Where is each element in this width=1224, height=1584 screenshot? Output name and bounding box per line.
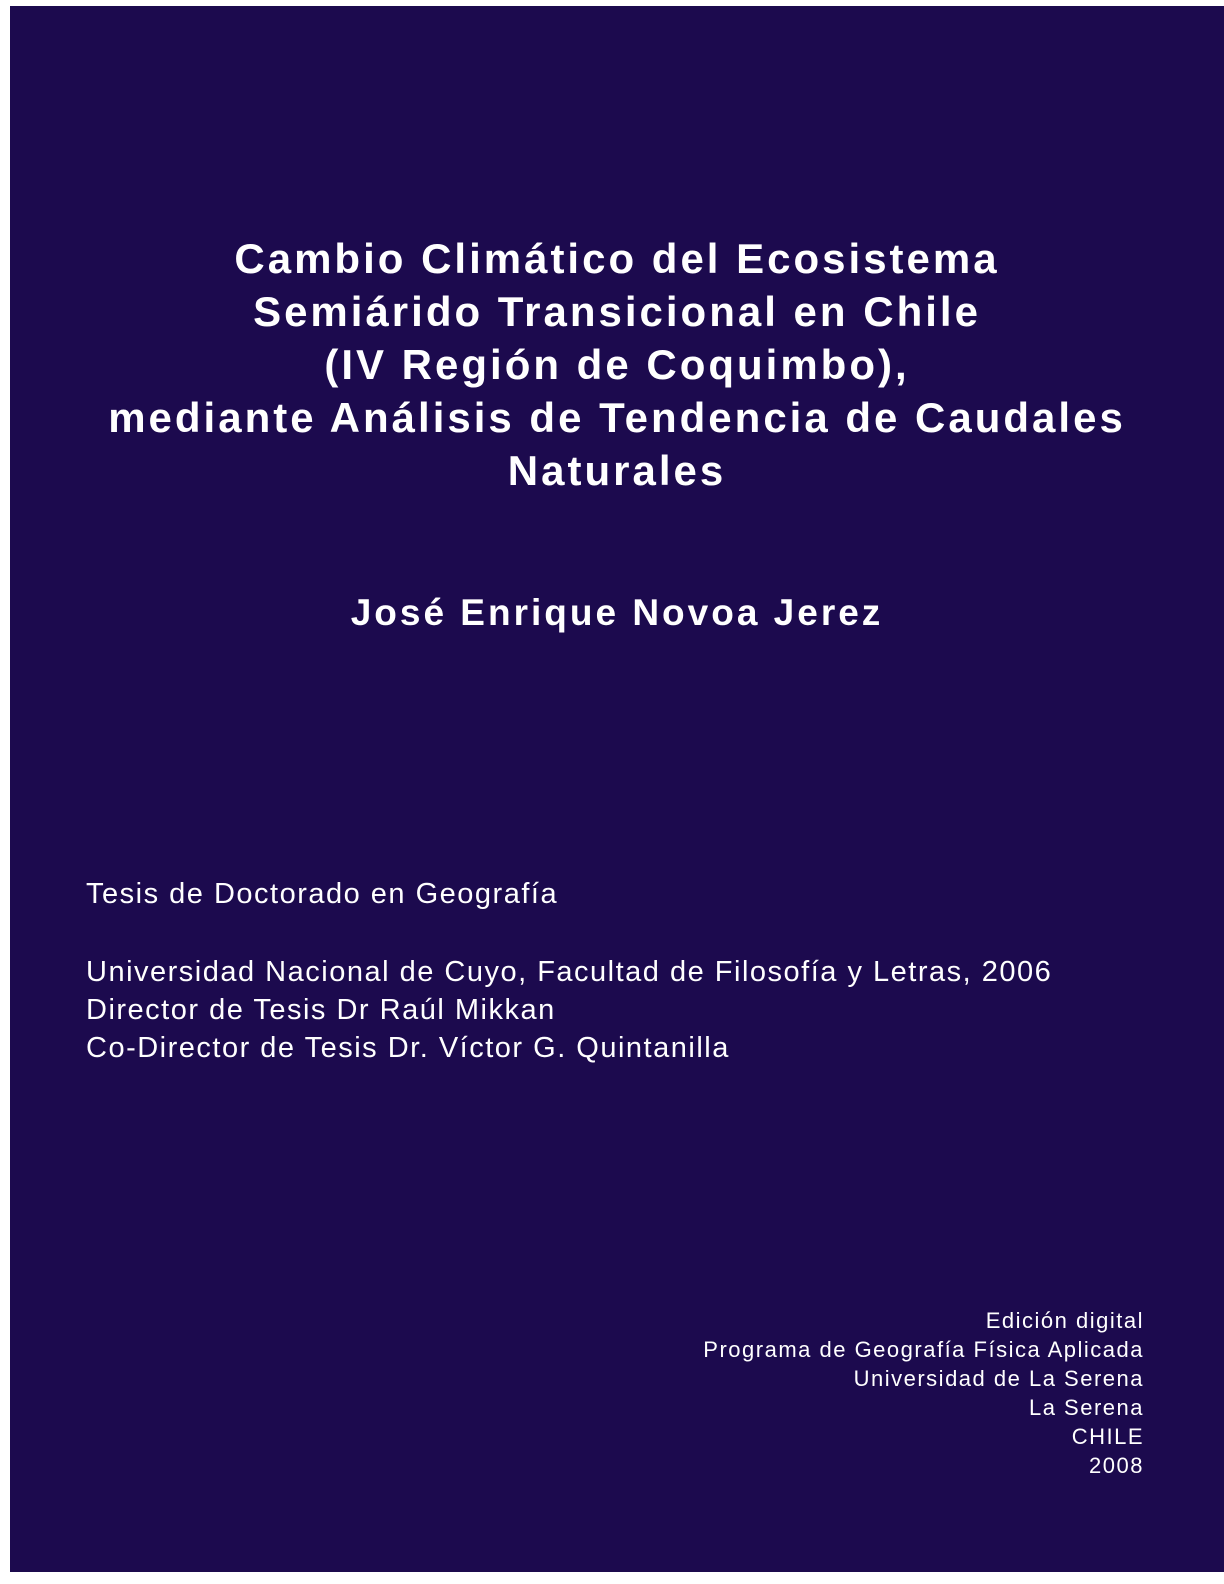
edition-block — [703, 1306, 1144, 1480]
document-title — [10, 232, 1224, 497]
thesis-info — [86, 953, 1052, 1067]
edition-program: Programa de Geografía Física Aplicada — [703, 1337, 1144, 1362]
thesis-type: Tesis de Doctorado en Geografía — [86, 878, 559, 910]
edition-university: Universidad de La Serena — [853, 1366, 1144, 1391]
cover-page — [10, 6, 1224, 1572]
title-line: Cambio Climático del Ecosistema — [234, 235, 1000, 282]
thesis-university: Universidad Nacional de Cuyo, Facultad de Filosofía y Letras, 2006 — [86, 956, 1053, 988]
author-name: José Enrique Novoa Jerez — [350, 592, 884, 633]
title-line: Naturales — [507, 447, 727, 494]
edition-country: CHILE — [1071, 1424, 1144, 1449]
edition-city: La Serena — [1028, 1395, 1144, 1420]
title-line: Semiárido Transicional en Chile — [253, 288, 981, 335]
thesis-co-director: Co-Director de Tesis Dr. Víctor G. Quintanilla — [86, 1032, 730, 1064]
edition-label: Edición digital — [985, 1308, 1144, 1333]
edition-year: 2008 — [1089, 1453, 1144, 1478]
thesis-director: Director de Tesis Dr Raúl Mikkan — [86, 994, 556, 1026]
title-line: mediante Análisis de Tendencia de Caudales — [108, 394, 1126, 441]
title-line: (IV Región de Coquimbo), — [324, 341, 910, 388]
